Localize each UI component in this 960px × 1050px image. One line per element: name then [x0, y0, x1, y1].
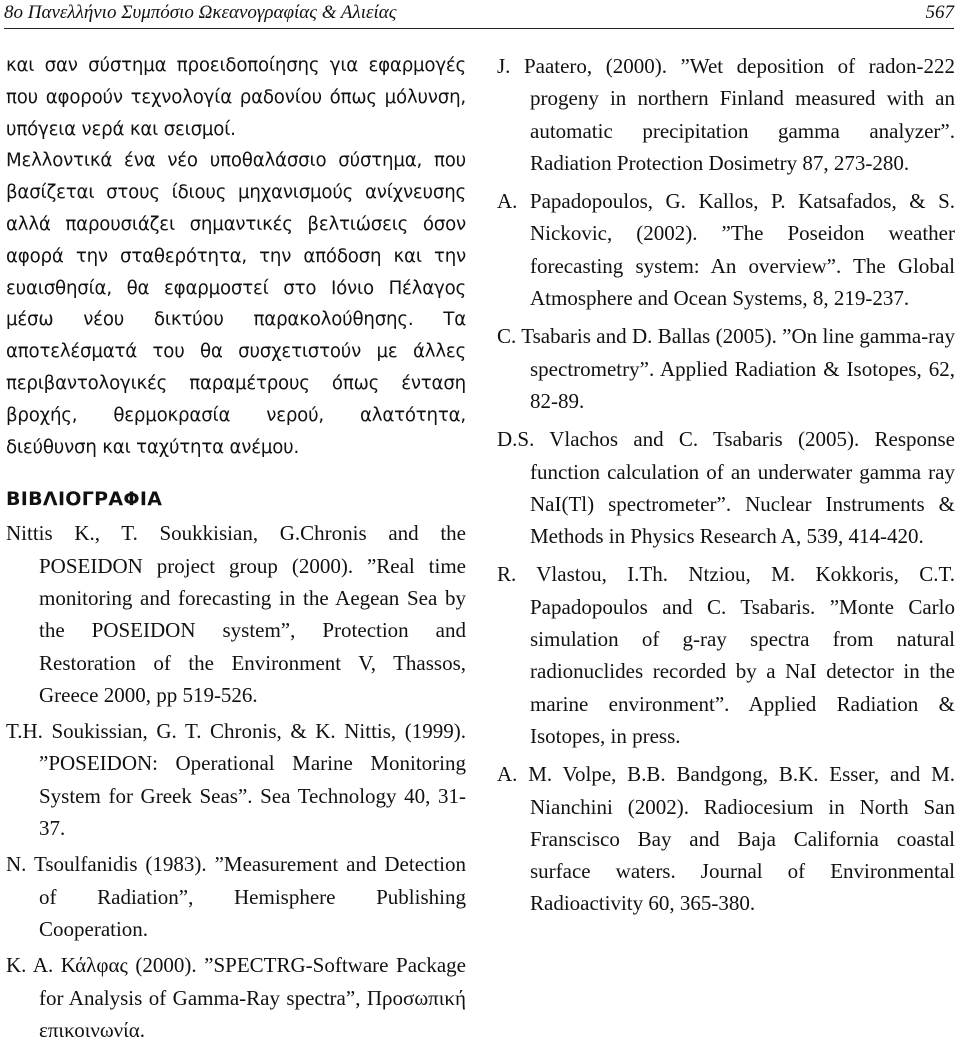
conference-title: 8ο Πανελλήνιο Συμπόσιο Ωκεανογραφίας & Αλιείας — [4, 2, 397, 23]
reference-item: A. Papadopoulos, G. Kallos, P. Katsafados, & S. Nickovic, (2002). ”The Poseidon weather forecasting system: An overview”. The Global Atmosphere and Ocean Systems, 8, 219-237. — [497, 189, 955, 311]
bibliography-heading: ΒΙΒΛΙΟΓΡΑΦΙΑ — [6, 488, 163, 511]
reference-item: J. Paatero, (2000). ”Wet deposition of radon-222 progeny in northern Finland measured with an automatic precipitation gamma analyzer”. Radiation Protection Dosimetry 87, 273-280. — [497, 54, 955, 175]
paragraph-1: και σαν σύστημα προειδοποίησης για εφαρμογές που αφορούν τεχνολογία ραδονίου όπως μόλυνση, υπόγεια νερά και σεισμοί. — [6, 55, 466, 140]
left-column — [6, 50, 466, 1050]
page-number: 567 — [925, 2, 954, 23]
reference-list-left — [6, 517, 466, 1046]
reference-item: A. M. Volpe, B.B. Bandgong, B.K. Esser, and M. Nianchini (2002). Radiocesium in North San Franscisco Bay and Baja California coastal surface waters. Journal of Environmental Radioactivity 60, 365-380. — [497, 762, 955, 916]
reference-item: R. Vlastou, I.Th. Ntziou, M. Kokkoris, C.T. Papadopoulos and C. Tsabaris. ”Monte Carlo simulation of g-ray spectra from natural radionuclides recorded by a NaI detector in the marine environment”. Applied Radiation & Isotopes, in press. — [497, 562, 955, 748]
reference-item: C. Tsabaris and D. Ballas (2005). ”On line gamma-ray spectrometry”. Applied Radiation & Isotopes, 62, 82-89. — [497, 324, 955, 413]
reference-item: K. A. Κάλφας (2000). ”SPECTRG-Software Package for Analysis of Gamma-Ray spectra”, Προσωπική επικοινωνία. — [6, 953, 466, 1042]
reference-item: D.S. Vlachos and C. Tsabaris (2005). Response function calculation of an underwater gamma ray NaI(Tl) spectrometer”. Nuclear Instruments & Methods in Physics Research A, 539, 414-420. — [497, 427, 955, 549]
reference-item: N. Tsoulfanidis (1983). ”Measurement and Detection of Radiation”, Hemisphere Publishing Cooperation. — [6, 852, 466, 941]
reference-item: T.H. Soukissian, G. T. Chronis, & K. Nittis, (1999). ”POSEIDON: Operational Marine Monitoring System for Greek Seas”. Sea Technology 40, 31-37. — [6, 719, 466, 841]
running-header — [4, 0, 954, 29]
reference-list-right — [497, 50, 955, 920]
reference-item: Nittis K., T. Soukkisian, G.Chronis and the POSEIDON project group (2000). ”Real time monitoring and forecasting in the Aegean Sea by the POSEIDON system”, Protection and Restoration of the Environment V, Thassos, Greece 2000, pp 519-526. — [6, 521, 466, 707]
paragraph-2: Μελλοντικά ένα νέο υποθαλάσσιο σύστημα, που βασίζεται στους ίδιους μηχανισμούς ανίχνευσης αλλά παρουσιάζει σημαντικές βελτιώσεις όσον αφορά την σταθερότητα, την απόδοση και την ευαισθησία, θα εφαρμοστεί στο Ιόνιο Πέλαγος μέσω νέου δικτύου παρακολούθησης. Τα αποτελέσματά του θα συσχετιστούν με άλλες περιβαντολογικές παραμέτρους όπως ένταση βροχής, θερμοκρασία νερού, αλατότητα, διεύθυνση και ταχύτητα ανέμου. — [6, 150, 466, 458]
right-column — [497, 50, 955, 926]
